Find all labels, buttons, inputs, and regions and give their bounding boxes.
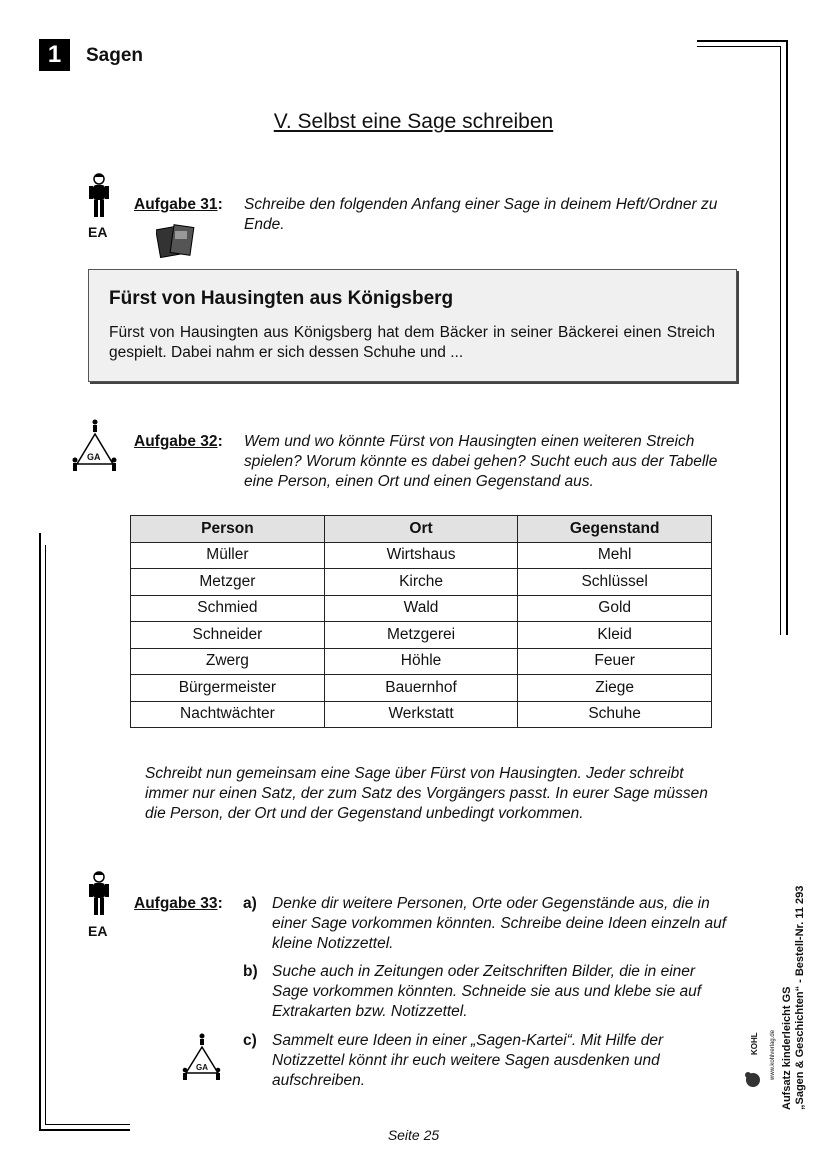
- task-32-colon: :: [217, 433, 223, 450]
- story-box: [88, 269, 737, 382]
- table-cell: Höhle: [324, 648, 517, 675]
- table-cell: Gold: [518, 595, 712, 622]
- table-row: [131, 542, 712, 569]
- story-body: Fürst von Hausingten aus Königsberg hat dem Bäcker in seiner Bäckerei einen Streich gespielt. Dabei nahm er sich dessen Schuhe und ...: [109, 324, 715, 361]
- book-icon: [156, 222, 196, 258]
- table-cell: Zwerg: [131, 648, 325, 675]
- task-31-text: Schreibe den folgenden Anfang einer Sage in deinem Heft/Ordner zu Ende.: [244, 196, 718, 233]
- side-line-1: Aufsatz kinderleicht GS: [781, 986, 793, 1110]
- task-32-label: [134, 433, 223, 451]
- table-cell: Feuer: [518, 648, 712, 675]
- table-header: Ort: [324, 516, 517, 543]
- ea-label: EA: [88, 224, 108, 240]
- table-header: Person: [131, 516, 325, 543]
- publisher-url: www.kohlverlag.de: [770, 1029, 776, 1080]
- words-table: [130, 515, 712, 728]
- task-32-title: Aufgabe 32: [134, 433, 218, 450]
- sub-task-letter: b): [243, 963, 258, 980]
- table-row: [131, 675, 712, 702]
- task-31-label: [134, 196, 223, 214]
- single-work-icon: [86, 870, 112, 920]
- table-header-row: [131, 516, 712, 543]
- table-cell: Ziege: [518, 675, 712, 702]
- task-31-colon: :: [217, 196, 223, 213]
- table-cell: Schmied: [131, 595, 325, 622]
- table-row: [131, 648, 712, 675]
- table-cell: Wirtshaus: [324, 542, 517, 569]
- story-title: Fürst von Hausingten aus Königsberg: [109, 288, 454, 309]
- chapter-number: 1: [39, 39, 70, 71]
- sub-task-text: Denke dir weitere Personen, Orte oder Gegenstände aus, die in einer Sage vorkommen könnten. Schreibe deine Ideen einzeln auf kleine Notizzettel.: [272, 895, 727, 952]
- table-row: [131, 701, 712, 728]
- ea-label: EA: [88, 923, 108, 939]
- table-cell: Müller: [131, 542, 325, 569]
- chapter-title: Sagen: [86, 45, 144, 66]
- table-header: Gegenstand: [518, 516, 712, 543]
- ga-label: GA: [196, 1063, 208, 1072]
- table-cell: Werkstatt: [324, 701, 517, 728]
- publisher-name: KOHL: [750, 1032, 759, 1055]
- table-cell: Schneider: [131, 622, 325, 649]
- ga-label: GA: [87, 452, 101, 462]
- section-title: V. Selbst eine Sage schreiben: [273, 110, 554, 133]
- single-work-icon: [86, 172, 112, 222]
- table-cell: Kleid: [518, 622, 712, 649]
- table-row: [131, 569, 712, 596]
- table-cell: Wald: [324, 595, 517, 622]
- task-33-colon: :: [217, 895, 223, 912]
- sub-task-text: Suche auch in Zeitungen oder Zeitschriften Bilder, die in einer Sage vorkommen könnten. Schneide sie aus und klebe sie auf Extrakarten bzw. Notizzettel.: [272, 963, 702, 1020]
- sub-task-letter: c): [243, 1032, 257, 1049]
- side-line-2: „Sagen & Geschichten“ - Bestell-Nr. 11 293: [794, 885, 806, 1110]
- page-footer: Seite 25: [387, 1127, 440, 1143]
- frame-line: [45, 1124, 130, 1125]
- frame-line: [780, 46, 781, 635]
- table-cell: Mehl: [518, 542, 712, 569]
- task-32-text: Wem und wo könnte Fürst von Hausingten einen weiteren Streich spielen? Worum könnte es dabei gehen? Sucht euch aus der Tabelle eine Person, einen Ort und einen Gegenstand aus.: [244, 433, 718, 490]
- task-33-title: Aufgabe 33: [134, 895, 218, 912]
- sub-task-text: Sammelt eure Ideen in einer „Sagen-Kartei“. Mit Hilfe der Notizzettel könnt ihr euch weitere Sagen ausdenken und aufschreiben.: [272, 1032, 664, 1089]
- task-31-title: Aufgabe 31: [134, 196, 218, 213]
- table-cell: Metzger: [131, 569, 325, 596]
- side-publisher-text: [781, 886, 807, 1110]
- table-cell: Kirche: [324, 569, 517, 596]
- after-table-text: Schreibt nun gemeinsam eine Sage über Fürst von Hausingten. Jeder schreibt immer nur einen Satz, der zum Satz des Vorgängers passt. In eurer Sage müssen die Person, der Ort und der Gegenstand unbedingt vorkommen.: [145, 765, 708, 822]
- table-row: [131, 595, 712, 622]
- sub-task-letter: a): [243, 895, 257, 912]
- group-work-icon: [181, 1033, 223, 1083]
- table-cell: Schuhe: [518, 701, 712, 728]
- group-work-icon: [71, 418, 119, 476]
- frame-line: [39, 533, 41, 1130]
- frame-line: [45, 545, 46, 1125]
- table-cell: Nachtwächter: [131, 701, 325, 728]
- table-cell: Bürgermeister: [131, 675, 325, 702]
- table-cell: Metzgerei: [324, 622, 517, 649]
- frame-line: [697, 46, 781, 47]
- table-row: [131, 622, 712, 649]
- table-cell: Schlüssel: [518, 569, 712, 596]
- table-cell: Bauernhof: [324, 675, 517, 702]
- publisher-logo: [744, 1020, 768, 1090]
- frame-line: [697, 40, 787, 42]
- task-33-label: [134, 895, 223, 913]
